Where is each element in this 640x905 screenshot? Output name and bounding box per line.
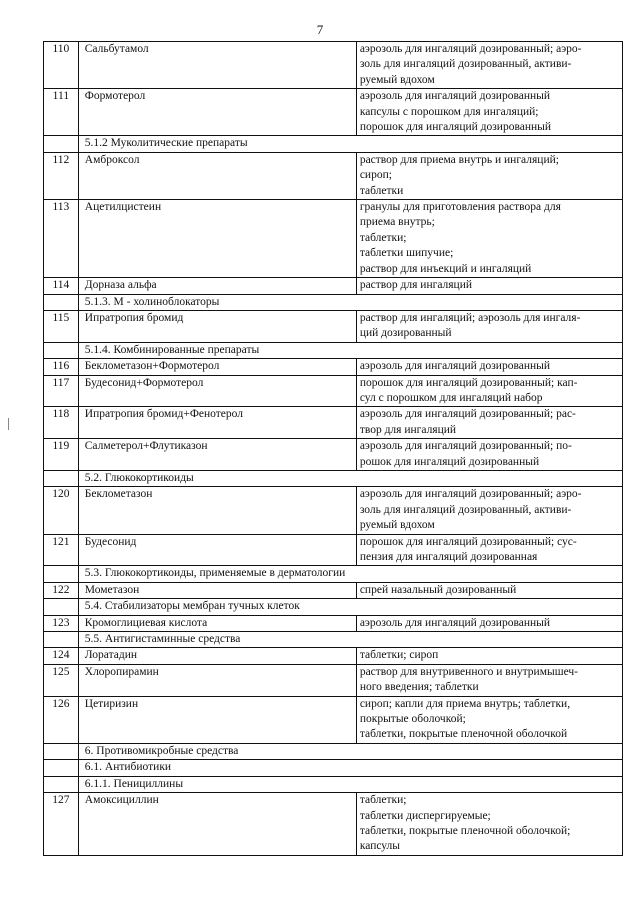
row-number: 112 (44, 152, 79, 199)
dosage-form: аэрозоль для ингаляций дозированный (356, 615, 622, 631)
section-row (44, 632, 623, 648)
drug-row (44, 534, 623, 566)
drug-name: Формотерол (78, 89, 356, 136)
drug-row (44, 648, 623, 664)
row-number: 114 (44, 278, 79, 294)
row-number: 111 (44, 89, 79, 136)
row-number: 123 (44, 615, 79, 631)
medication-table-body (44, 42, 623, 856)
drug-row (44, 152, 623, 199)
drug-row (44, 89, 623, 136)
scan-artifact (8, 418, 13, 430)
section-row (44, 760, 623, 776)
section-row (44, 136, 623, 152)
row-number (44, 342, 79, 358)
drug-row (44, 42, 623, 89)
drug-name: Сальбутамол (78, 42, 356, 89)
row-number (44, 294, 79, 310)
section-row (44, 294, 623, 310)
drug-row (44, 793, 623, 856)
drug-row (44, 696, 623, 743)
section-heading: 6.1. Антибиотики (78, 760, 622, 776)
drug-row (44, 487, 623, 534)
section-heading: 5.5. Антигистаминные средства (78, 632, 622, 648)
dosage-form: гранулы для приготовления раствора для приема внутрь; таблетки; таблетки шипучие; раствор для инъекций и ингаляций (356, 200, 622, 278)
section-row (44, 776, 623, 792)
dosage-form: спрей назальный дозированный (356, 582, 622, 598)
dosage-form: порошок для ингаляций дозированный; сус- пензия для ингаляций дозированная (356, 534, 622, 566)
dosage-form: таблетки; сироп (356, 648, 622, 664)
row-number (44, 743, 79, 759)
row-number: 127 (44, 793, 79, 856)
row-number: 126 (44, 696, 79, 743)
dosage-form: порошок для ингаляций дозированный; кап- сул с порошком для ингаляций набор (356, 375, 622, 407)
section-heading: 5.1.2 Муколитические препараты (78, 136, 622, 152)
dosage-form: аэрозоль для ингаляций дозированный; по- рошок для ингаляций дозированный (356, 439, 622, 471)
drug-name: Беклометазон+Формотерол (78, 359, 356, 375)
row-number (44, 760, 79, 776)
dosage-form: раствор для приема внутрь и ингаляций; сироп; таблетки (356, 152, 622, 199)
row-number (44, 470, 79, 486)
drug-name: Будесонид+Формотерол (78, 375, 356, 407)
drug-name: Мометазон (78, 582, 356, 598)
drug-row (44, 278, 623, 294)
section-row (44, 743, 623, 759)
drug-row (44, 664, 623, 696)
drug-row (44, 310, 623, 342)
row-number: 115 (44, 310, 79, 342)
drug-name: Салметерол+Флутиказон (78, 439, 356, 471)
drug-name: Беклометазон (78, 487, 356, 534)
section-row (44, 566, 623, 582)
row-number: 118 (44, 407, 79, 439)
dosage-form: сироп; капли для приема внутрь; таблетки, покрытые оболочкой; таблетки, покрытые пленочной оболочкой (356, 696, 622, 743)
section-row (44, 342, 623, 358)
row-number: 124 (44, 648, 79, 664)
row-number: 116 (44, 359, 79, 375)
drug-row (44, 615, 623, 631)
drug-row (44, 439, 623, 471)
row-number (44, 599, 79, 615)
dosage-form: аэрозоль для ингаляций дозированный; рас- твор для ингаляций (356, 407, 622, 439)
row-number (44, 632, 79, 648)
section-heading: 5.3. Глюкокортикоиды, применяемые в дерматологии (78, 566, 622, 582)
section-heading: 6. Противомикробные средства (78, 743, 622, 759)
drug-name: Лоратадин (78, 648, 356, 664)
dosage-form: раствор для ингаляций; аэрозоль для ингаля- ций дозированный (356, 310, 622, 342)
drug-name: Ацетилцистеин (78, 200, 356, 278)
drug-name: Хлоропирамин (78, 664, 356, 696)
drug-row (44, 407, 623, 439)
row-number: 120 (44, 487, 79, 534)
section-row (44, 470, 623, 486)
page-number: 7 (316, 22, 324, 37)
drug-name: Цетиризин (78, 696, 356, 743)
dosage-form: аэрозоль для ингаляций дозированный; аэро- золь для ингаляций дозированный, активи- руемый вдохом (356, 42, 622, 89)
drug-row (44, 582, 623, 598)
drug-name: Кромоглициевая кислота (78, 615, 356, 631)
drug-row (44, 375, 623, 407)
section-heading: 5.1.4. Комбинированные препараты (78, 342, 622, 358)
row-number: 117 (44, 375, 79, 407)
row-number: 121 (44, 534, 79, 566)
drug-row (44, 359, 623, 375)
row-number (44, 566, 79, 582)
row-number: 119 (44, 439, 79, 471)
section-heading: 5.1.3. М - холиноблокаторы (78, 294, 622, 310)
section-row (44, 599, 623, 615)
dosage-form: аэрозоль для ингаляций дозированный; аэро- золь для ингаляций дозированный, активи- руемый вдохом (356, 487, 622, 534)
row-number: 122 (44, 582, 79, 598)
section-heading: 5.4. Стабилизаторы мембран тучных клеток (78, 599, 622, 615)
dosage-form: таблетки; таблетки диспергируемые; таблетки, покрытые пленочной оболочкой; капсулы (356, 793, 622, 856)
dosage-form: раствор для ингаляций (356, 278, 622, 294)
dosage-form: аэрозоль для ингаляций дозированный капсулы с порошком для ингаляций; порошок для ингаляций дозированный (356, 89, 622, 136)
row-number (44, 136, 79, 152)
section-heading: 5.2. Глюкокортикоиды (78, 470, 622, 486)
row-number: 113 (44, 200, 79, 278)
drug-name: Будесонид (78, 534, 356, 566)
dosage-form: аэрозоль для ингаляций дозированный (356, 359, 622, 375)
row-number: 110 (44, 42, 79, 89)
medication-table (43, 41, 623, 856)
drug-name: Ипратропия бромид+Фенотерол (78, 407, 356, 439)
row-number: 125 (44, 664, 79, 696)
section-heading: 6.1.1. Пенициллины (78, 776, 622, 792)
row-number (44, 776, 79, 792)
drug-name: Дорназа альфа (78, 278, 356, 294)
drug-row (44, 200, 623, 278)
drug-name: Амброксол (78, 152, 356, 199)
dosage-form: раствор для внутривенного и внутримышеч- ного введения; таблетки (356, 664, 622, 696)
drug-name: Амоксициллин (78, 793, 356, 856)
drug-name: Ипратропия бромид (78, 310, 356, 342)
